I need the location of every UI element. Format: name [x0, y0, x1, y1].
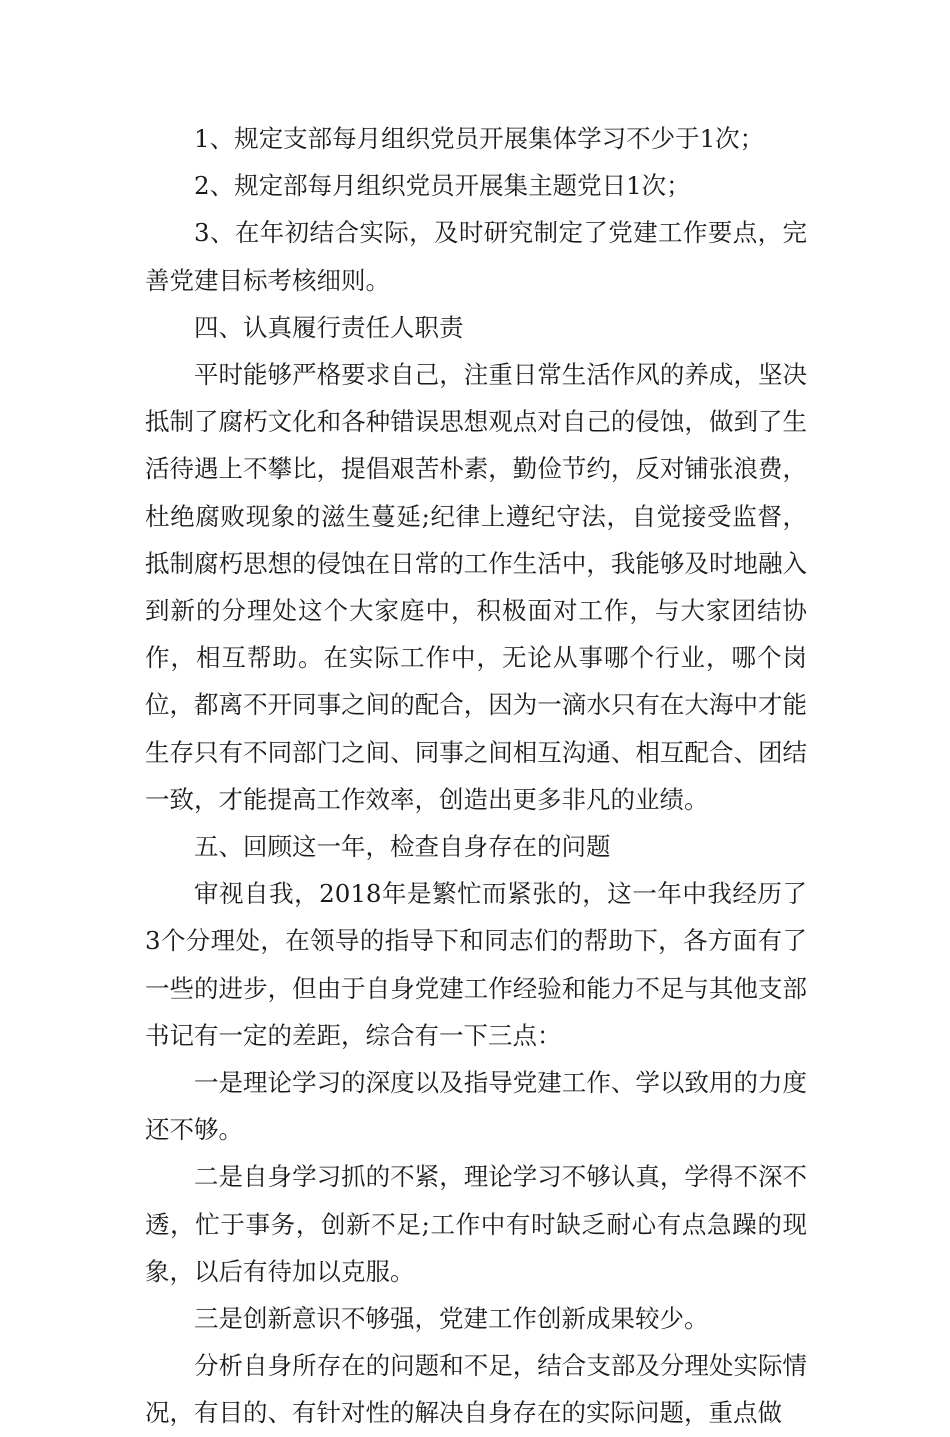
section-heading-5: 五、回顾这一年，检查自身存在的问题: [194, 832, 611, 862]
body-paragraph: 平时能够严格要求自己，注重日常生活作风的养成，坚决抵制了腐朽文化和各种错误思想观点对自己的侵蚀，做到了生活待遇上不攀比，提倡艰苦朴素，勤俭节约，反对铺张浪费，杜绝腐败现象的滋生蔓延;纪律上遵纪守法，自觉接受监督，抵制腐朽思想的侵蚀在日常的工作生活中，我能够及时地融入到新的分理处这个大家庭中，积极面对工作，与大家团结协作，相互帮助。在实际工作中，无论从事哪个行业，哪个岗位，都离不开同事之间的配合，因为一滴水只有在大海中才能生存只有不同部门之间、同事之间相互沟通、相互配合、团结一致，才能提高工作效率，创造出更多非凡的业绩。: [145, 360, 807, 814]
body-paragraph: 审视自我，2018年是繁忙而紧张的，这一年中我经历了3个分理处，在领导的指导下和同志们的帮助下，各方面有了一些的进步，但由于自身党建工作经验和能力不足与其他支部书记有一定的差距，综合有一下三点：: [145, 879, 807, 1050]
body-paragraph: 一是理论学习的深度以及指导党建工作、学以致用的力度还不够。: [145, 1068, 807, 1145]
list-item-1: 1、规定支部每月组织党员开展集体学习不少于1次；: [194, 124, 765, 153]
list-item-3: 3、在年初结合实际，及时研究制定了党建工作要点，完善党建目标考核细则。: [145, 218, 807, 295]
body-paragraph: 分析自身所存在的问题和不足，结合支部及分理处实际情况，有目的、有针对性的解决自身存在的实际问题，重点做: [145, 1351, 807, 1428]
body-paragraph: 三是创新意识不够强，党建工作创新成果较少。: [194, 1304, 709, 1334]
document-body: [145, 115, 807, 1437]
section-heading-4: 四、认真履行责任人职责: [194, 312, 464, 342]
body-paragraph: 二是自身学习抓的不紧，理论学习不够认真，学得不深不透，忙于事务，创新不足;工作中有时缺乏耐心有点急躁的现象，以后有待加以克服。: [145, 1162, 807, 1286]
list-item-2: 2、规定部每月组织党员开展集主题党日1次；: [194, 171, 691, 201]
